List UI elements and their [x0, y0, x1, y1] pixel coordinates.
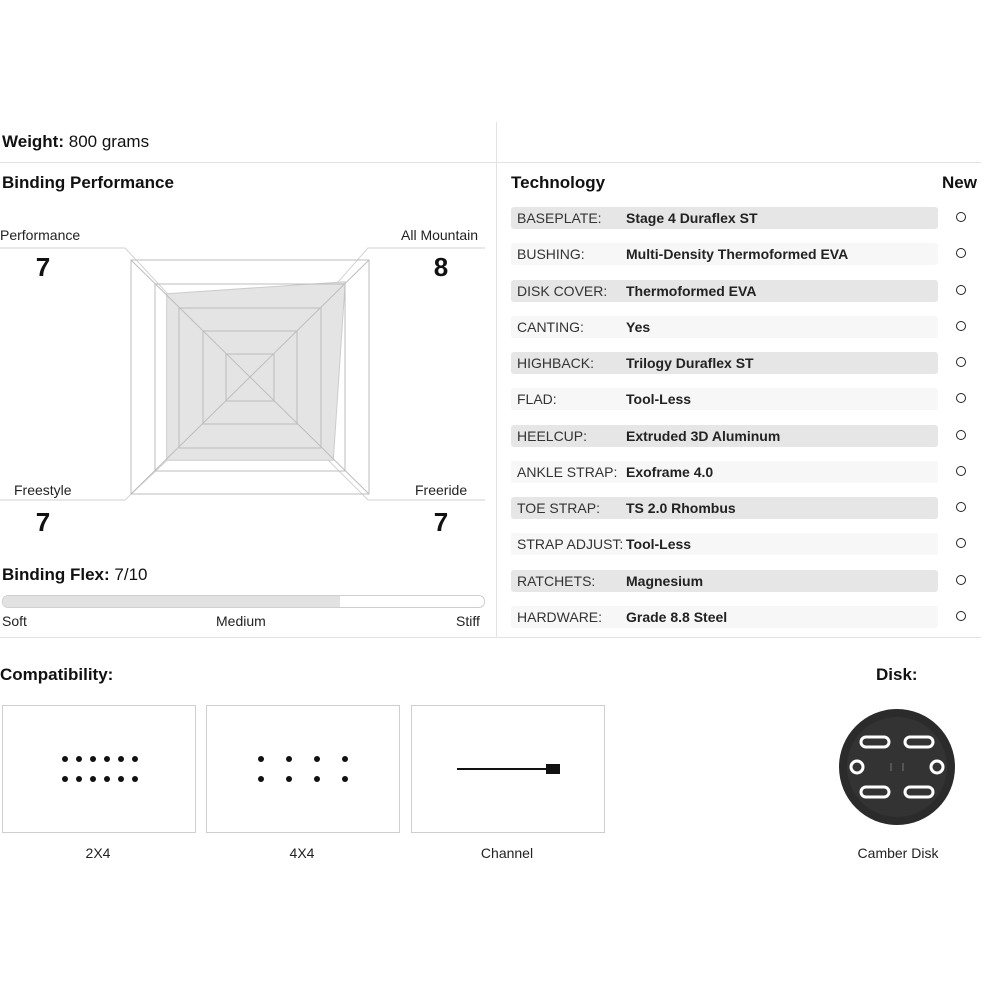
tech-key: TOE STRAP: — [517, 500, 600, 516]
axis-label-freestyle: Freestyle — [14, 482, 72, 498]
tech-row — [511, 352, 938, 374]
tech-key: STRAP ADJUST: — [517, 536, 624, 552]
new-indicator-icon — [956, 212, 966, 222]
2x4-hole-pattern-icon — [3, 706, 195, 832]
tech-value: Multi-Density Thermoformed EVA — [626, 246, 849, 262]
performance-title: Binding Performance — [2, 173, 174, 192]
tech-row — [511, 316, 938, 338]
compat-label-4x4: 4X4 — [289, 845, 315, 861]
flex-tick-stiff: Stiff — [456, 613, 480, 629]
tech-row — [511, 533, 938, 555]
compat-card-2x4 — [2, 705, 196, 833]
axis-value-freeride: 7 — [433, 507, 449, 537]
new-indicator-icon — [956, 248, 966, 258]
tech-key: BUSHING: — [517, 246, 585, 262]
weight-line — [2, 132, 149, 152]
new-indicator-icon — [956, 502, 966, 512]
weight-divider — [0, 162, 981, 163]
tech-value: Tool-Less — [626, 536, 692, 552]
tech-value: Thermoformed EVA — [626, 283, 757, 299]
tech-key: DISK COVER: — [517, 283, 608, 299]
tech-value: Stage 4 Duraflex ST — [626, 210, 758, 226]
weight-value: 800 grams — [68, 132, 150, 151]
tech-row — [511, 388, 938, 410]
disk-title: Disk: — [876, 665, 918, 684]
top-divider — [496, 122, 497, 162]
channel-mount-icon — [412, 706, 604, 832]
tech-row — [511, 207, 938, 229]
new-indicator-icon — [956, 575, 966, 585]
tech-row — [511, 425, 938, 447]
new-column-title: New — [942, 173, 977, 192]
axis-value-performance: 7 — [35, 252, 51, 282]
new-indicator-icon — [956, 285, 966, 295]
tech-row — [511, 280, 938, 302]
new-indicator-icon — [956, 357, 966, 367]
new-indicator-icon — [956, 430, 966, 440]
tech-key: HEELCUP: — [517, 428, 588, 444]
axis-label-all-mountain: All Mountain — [401, 227, 479, 243]
compat-card-channel — [411, 705, 605, 833]
tech-value: Grade 8.8 Steel — [626, 609, 728, 625]
compat-label-2x4: 2X4 — [85, 845, 111, 861]
disk-label: Camber Disk — [857, 845, 939, 861]
tech-key: HIGHBACK: — [517, 355, 595, 371]
column-divider — [496, 162, 497, 638]
tech-row — [511, 461, 938, 483]
tech-row — [511, 243, 938, 265]
tech-key: RATCHETS: — [517, 573, 596, 589]
4x4-hole-pattern-icon — [207, 706, 399, 832]
tech-value: Trilogy Duraflex ST — [626, 355, 754, 371]
tech-key: CANTING: — [517, 319, 584, 335]
new-indicator-icon — [956, 611, 966, 621]
tech-row — [511, 497, 938, 519]
flex-meter-fill — [3, 596, 340, 607]
compatibility-title: Compatibility: — [0, 665, 114, 684]
flex-label: Binding Flex: — [2, 565, 110, 584]
tech-value: TS 2.0 Rhombus — [626, 500, 736, 516]
section-divider — [0, 637, 981, 638]
tech-key: FLAD: — [517, 391, 557, 407]
flex-value: 7/10 — [114, 565, 148, 584]
flex-tick-soft: Soft — [2, 613, 27, 629]
tech-value: Yes — [626, 319, 651, 335]
new-indicator-icon — [956, 466, 966, 476]
tech-key: ANKLE STRAP: — [517, 464, 618, 480]
tech-value: Magnesium — [626, 573, 704, 589]
tech-value: Exoframe 4.0 — [626, 464, 714, 480]
performance-radar — [0, 230, 490, 510]
axis-label-performance: Performance — [0, 227, 81, 243]
compat-label-channel: Channel — [480, 845, 534, 861]
camber-disk-icon — [837, 707, 957, 827]
tech-value: Tool-Less — [626, 391, 692, 407]
new-indicator-icon — [956, 538, 966, 548]
compat-card-4x4 — [206, 705, 400, 833]
new-indicator-icon — [956, 393, 966, 403]
tech-key: HARDWARE: — [517, 609, 603, 625]
tech-row — [511, 606, 938, 628]
new-indicator-icon — [956, 321, 966, 331]
flex-meter — [2, 595, 485, 608]
flex-tick-medium: Medium — [216, 613, 266, 629]
axis-value-freestyle: 7 — [35, 507, 51, 537]
technology-title: Technology — [511, 173, 606, 192]
tech-value: Extruded 3D Aluminum — [626, 428, 781, 444]
flex-line — [2, 565, 148, 585]
axis-value-all-mountain: 8 — [433, 252, 449, 282]
weight-label: Weight: — [2, 132, 65, 151]
tech-key: BASEPLATE: — [517, 210, 602, 226]
axis-label-freeride: Freeride — [415, 482, 468, 498]
tech-row — [511, 570, 938, 592]
